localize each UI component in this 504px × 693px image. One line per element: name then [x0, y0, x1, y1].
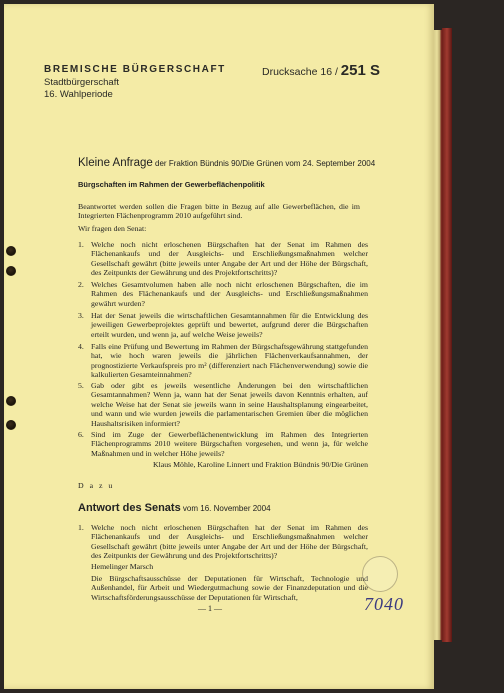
inquiry-title-main: Kleine Anfrage [78, 157, 153, 169]
question-item [78, 430, 368, 458]
answer-title-main: Antwort des Senats [78, 502, 181, 514]
question-item [78, 381, 368, 428]
punch-hole [6, 420, 16, 430]
answer-location: Hemelinger Marsch [91, 562, 154, 571]
inquiry-title-rest: der Fraktion Bündnis 90/Die Grünen vom 24. September 2004 [152, 159, 376, 168]
question-item [78, 240, 368, 278]
question-text: Gab oder gibt es jeweils wesentliche Änderungen bei den wirtschaftlichen Gesamtannahmen? Wenn ja, wann hat der Senat jeweils davon Kenntnis erhalten, auf welche Weise hat der Senat sie jeweils wann in seine Haushaltsplanung eingearbeitet, und wann und wie wurden jeweils die parlamentarischen Gremien über die möglichen Haushaltsrisiken informiert? [91, 381, 368, 428]
dazu-label: D a z u [78, 481, 115, 490]
question-number: 2. [78, 280, 84, 289]
question-text: Hat der Senat jeweils die wirtschaftlichen Gesamtannahmen für die Entwicklung des jeweiligen Gewerbeprojektes geprüft und bewertet, aufgrund derer die Bürgschaften erteilt wurden, und wenn ja, auf welche Weise jeweils? [91, 311, 368, 339]
page-number: — 1 — [198, 604, 222, 613]
question-text: Falls eine Prüfung und Bewertung im Rahmen der Bürgschaftsgewährung stattgefunden hat, wie hoch waren jeweils die jährlichen Flächenverkaufsannahmen, der prognostizierte Verkaufspreis pro m² (differenziert nach Flächenverwendung) sowie die kalkulierten Gesamteinnahmen? [91, 342, 368, 380]
inquiry-ask: Wir fragen den Senat: [78, 224, 147, 233]
answer-title-rest: vom 16. November 2004 [180, 504, 271, 513]
question-number: 4. [78, 342, 84, 351]
question-number: 5. [78, 381, 84, 390]
handwritten-number: 7040 [364, 594, 404, 614]
inquiry-subject: Bürgschaften im Rahmen der Gewerbeflächenpolitik [78, 180, 265, 189]
document-label: Drucksache 16 / [262, 66, 338, 78]
question-text: Welche noch nicht erloschenen Bürgschaften hat der Senat im Rahmen des Flächenankaufs und der Ausgleichs- und Erschließungsmaßnahmen welcher Gesellschaft gewährt (bitte jeweils unter Angabe der Art und der Höhe der Bürgschaft, des Zeitpunkts der Gewährung und des Projektfortschritts)? [91, 240, 368, 278]
punch-hole [6, 246, 16, 256]
legislative-period: 16. Wahlperiode [44, 89, 113, 100]
document-number [262, 62, 380, 79]
question-number: 1. [78, 240, 84, 249]
answer-title [78, 502, 271, 514]
answer-body: Die Bürgschaftsausschüsse der Deputationen für Wirtschaft, Technologie und Außenhandel, für Arbeit und Wiedergutmachung sowie der Finanzdeputation und die Wirtschaftsförderungsausschüsse der Deputationen für Wirtschaft, [91, 574, 368, 602]
punch-hole [6, 396, 16, 406]
answer-item [78, 523, 368, 561]
organization-name: BREMISCHE BÜRGERSCHAFT [44, 64, 226, 75]
question-item [78, 311, 368, 339]
question-number: 3. [78, 311, 84, 320]
question-number: 6. [78, 430, 84, 439]
signature-line: Klaus Möhle, Karoline Linnert und Fraktion Bündnis 90/Die Grünen [152, 460, 368, 469]
organization-body: Stadtbürgerschaft [44, 77, 119, 88]
question-text: Welches Gesamtvolumen haben alle noch nicht erloschenen Bürgschaften, die im Rahmen des Flächenankaufs und der Ausgleichs- und Erschließungsmaßnahmen gewährt wurden? [91, 280, 368, 308]
document-id: 251 S [340, 62, 380, 79]
archive-stamp [362, 556, 398, 592]
question-item [78, 342, 368, 380]
question-item [78, 280, 368, 308]
punch-hole [6, 266, 16, 276]
folder-binding [442, 28, 452, 642]
question-text: Sind im Zuge der Gewerbeflächenentwicklung im Rahmen des Integrierten Flächenprogramms 2010 weitere Bürgschaften vorgesehen, und wenn ja, für welche Maßnahmen und in welcher Höhe jeweils? [91, 430, 368, 458]
inquiry-intro: Beantwortet werden sollen die Fragen bitte in Bezug auf alle Gewerbeflächen, die im Integrierten Flächenprogramm 2010 aufgeführt sind. [78, 202, 360, 221]
answer-question-text: Welche noch nicht erloschenen Bürgschaften hat der Senat im Rahmen des Flächenankaufs und der Ausgleichs- und Erschließungsmaßnahmen welcher Gesellschaft gewährt (bitte jeweils unter Angabe der Art und der Höhe der Bürgschaft, des Zeitpunkts der Gewährung und des Projektfortschritts)? [91, 523, 368, 561]
inquiry-title [78, 157, 375, 169]
answer-number: 1. [78, 523, 84, 532]
